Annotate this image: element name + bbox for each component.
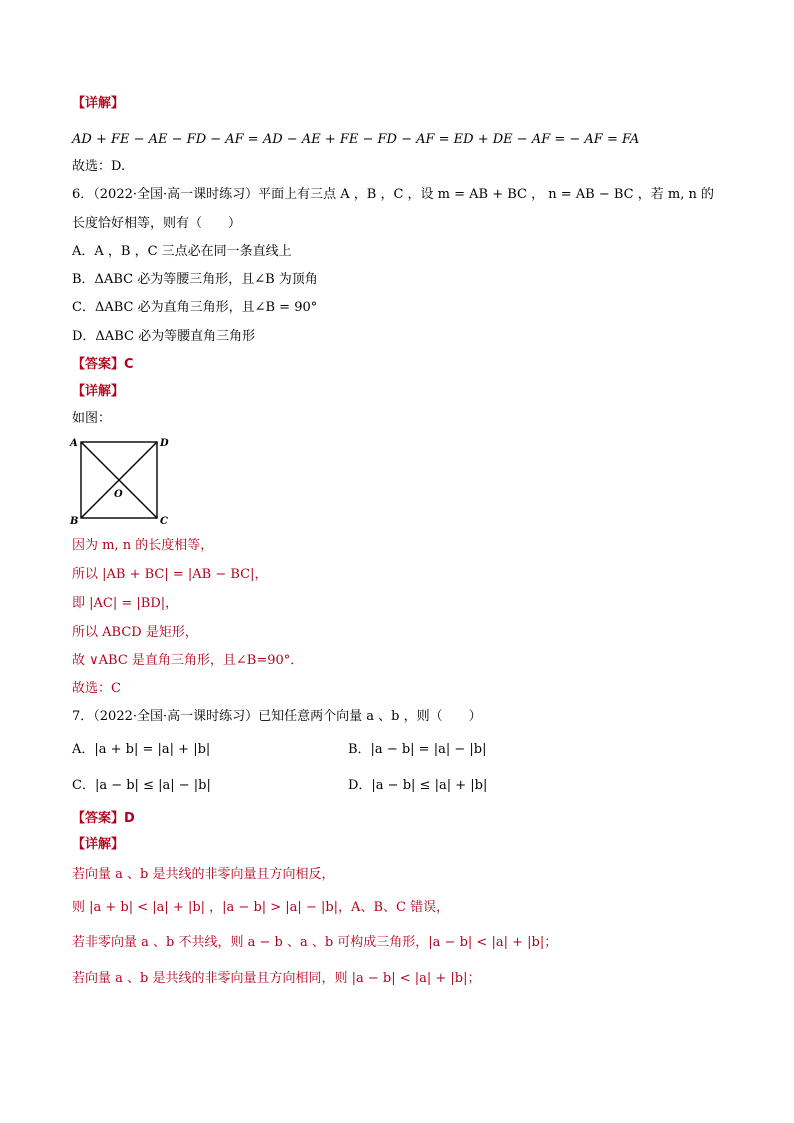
q6-option-c: C．ΔABC 必为直角三角形，且∠B = 90° bbox=[72, 300, 318, 315]
q6-option-a: A．A ，B ，C 三点必在同一条直线上 bbox=[72, 244, 292, 259]
q7-solution-2: 则 |a + b| < |a| + |b| ，|a − b| > |a| − |b|，A、B、C 错误， bbox=[72, 900, 450, 915]
q7-option-b: B．|a − b| = |a| − |b| bbox=[348, 742, 487, 757]
q7-solution-3: 若非零向量 a 、b 不共线，则 a − b 、a 、b 可构成三角形，|a − b| < |a| + |b|； bbox=[72, 935, 558, 950]
q6-solution-4: 所以 ABCD 是矩形， bbox=[72, 625, 198, 640]
q6-figure-intro: 如图： bbox=[72, 411, 112, 426]
q5-choice: 故选：D. bbox=[72, 159, 126, 174]
label-o: O bbox=[114, 489, 123, 500]
q7-option-a: A．|a + b| = |a| + |b| bbox=[72, 742, 211, 757]
q7-answer: 【答案】D bbox=[72, 811, 135, 826]
q6-stem-line1: 6．（2022·全国·高一课时练习）平面上有三点 A ，B ，C ，设 m = AB + BC ， n = AB − BC ，若 m, n 的 bbox=[72, 187, 714, 202]
q7-option-c: C．|a − b| ≤ |a| − |b| bbox=[72, 778, 211, 793]
q6-stem-line2: 长度恰好相等，则有（ ） bbox=[72, 216, 242, 231]
q6-solution-3: 即 |AC| = |BD|， bbox=[72, 596, 179, 611]
label-d: D bbox=[160, 438, 169, 449]
q6-solution-1: 因为 m, n 的长度相等， bbox=[72, 538, 214, 553]
q6-option-d: D．ΔABC 必为等腰直角三角形 bbox=[72, 329, 256, 344]
label-c: C bbox=[160, 516, 168, 527]
q7-detail-label: 【详解】 bbox=[72, 837, 125, 852]
rectangle-diagram bbox=[68, 436, 178, 528]
q6-choice: 故选：C bbox=[72, 681, 121, 696]
q6-answer: 【答案】C bbox=[72, 357, 134, 372]
q6-solution-5: 故 ∨ABC 是直角三角形，且∠B=90°． bbox=[72, 653, 304, 668]
q5-formula: AD + FE − AE − FD − AF = AD − AE + FE − FD − AF = ED + DE − AF = − AF = FA bbox=[72, 132, 640, 147]
q7-stem: 7．（2022·全国·高一课时练习）已知任意两个向量 a 、b ，则（ ） bbox=[72, 709, 482, 724]
label-a: A bbox=[70, 438, 78, 449]
q7-solution-4: 若向量 a 、b 是共线的非零向量且方向相同，则 |a − b| < |a| + |b|； bbox=[72, 971, 481, 986]
label-b: B bbox=[70, 516, 79, 527]
q6-solution-2: 所以 |AB + BC| = |AB − BC|， bbox=[72, 567, 268, 582]
q5-detail-label: 【详解】 bbox=[72, 96, 125, 111]
q6-option-b: B．ΔABC 必为等腰三角形，且∠B 为顶角 bbox=[72, 272, 318, 287]
q7-solution-1: 若向量 a 、b 是共线的非零向量且方向相反， bbox=[72, 867, 335, 882]
q6-detail-label: 【详解】 bbox=[72, 384, 125, 399]
q7-option-d: D．|a − b| ≤ |a| + |b| bbox=[348, 778, 488, 793]
